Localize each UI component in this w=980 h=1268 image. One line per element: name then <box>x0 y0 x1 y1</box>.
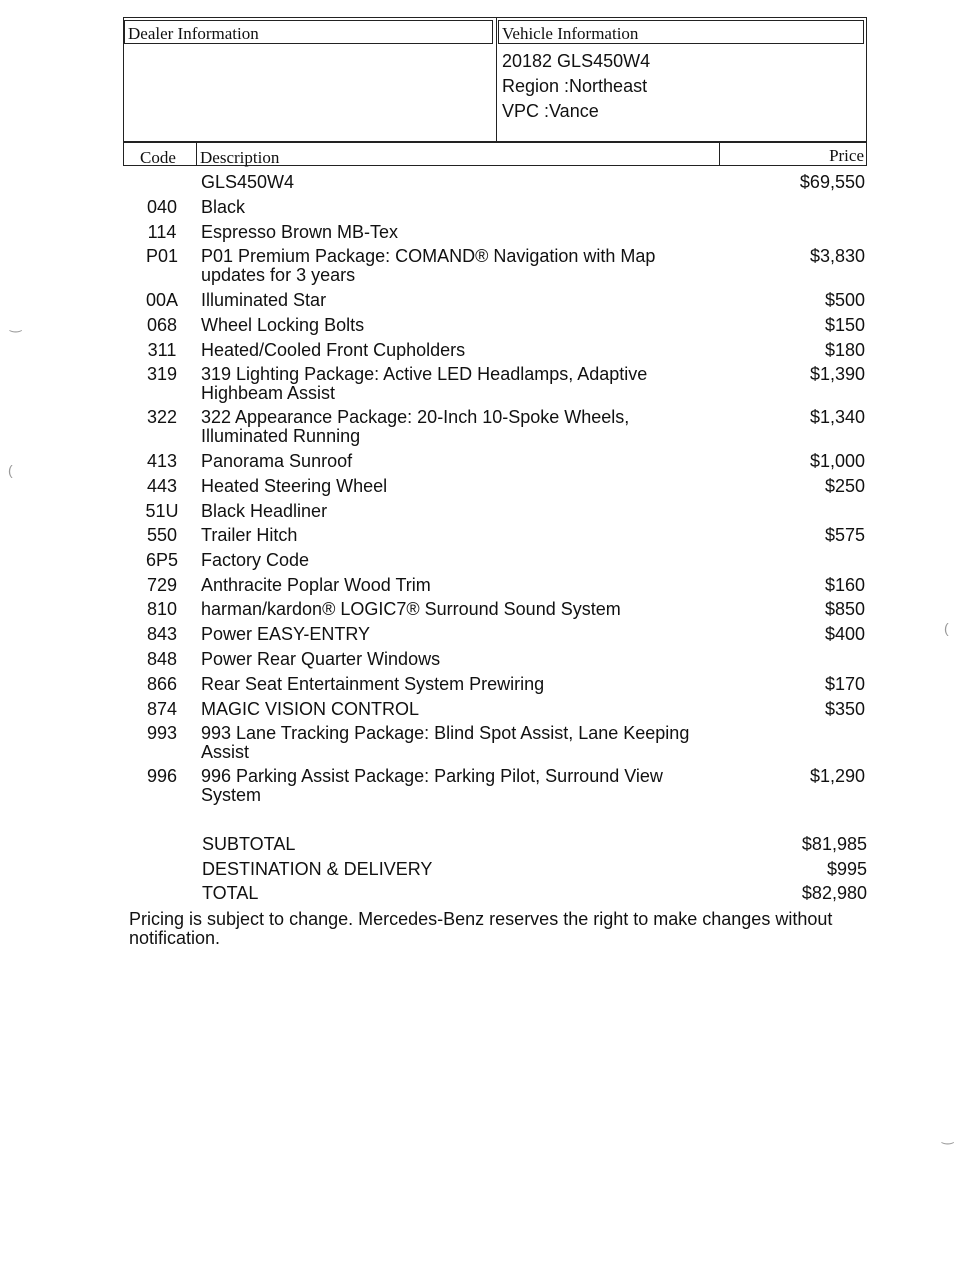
item-description: Panorama Sunroof <box>201 451 353 471</box>
destination-label: DESTINATION & DELIVERY <box>202 859 433 879</box>
item-description: Espresso Brown MB-Tex <box>201 222 399 242</box>
item-code: 6P5 <box>145 550 179 570</box>
pricing-disclaimer: Pricing is subject to change. Mercedes-Benz reserves the right to make changes without notification. <box>129 909 833 948</box>
item-price: $1,000 <box>809 451 865 471</box>
item-price: $400 <box>824 624 865 644</box>
item-code: 866 <box>146 674 178 694</box>
vehicle-model-line: 20182 GLS450W4 <box>502 51 651 71</box>
item-description: Power EASY-ENTRY <box>201 624 371 644</box>
item-price: $350 <box>824 699 865 719</box>
item-code: 550 <box>146 525 178 545</box>
vehicle-region-line: Region :Northeast <box>502 76 648 96</box>
item-description: Heated Steering Wheel <box>201 476 388 496</box>
item-description: Black <box>201 197 246 217</box>
item-description: harman/kardon® LOGIC7® Surround Sound System <box>201 599 621 619</box>
item-price: $180 <box>824 340 865 360</box>
item-price: $575 <box>824 525 865 545</box>
item-code: 319 <box>146 364 178 384</box>
subtotal-label: SUBTOTAL <box>202 834 296 854</box>
item-price: $250 <box>824 476 865 496</box>
item-code: 810 <box>146 599 178 619</box>
item-description: 996 Parking Assist Package: Parking Pilot, Surround View System <box>201 766 663 805</box>
item-description: Illuminated Star <box>201 290 327 310</box>
item-description: Heated/Cooled Front Cupholders <box>201 340 466 360</box>
header-divider <box>496 17 497 142</box>
subtotal-value: $81,985 <box>801 834 867 854</box>
item-description: Power Rear Quarter Windows <box>201 649 441 669</box>
vehicle-information-label: Vehicle Information <box>498 20 864 44</box>
item-price: $69,550 <box>799 172 865 192</box>
item-description: Wheel Locking Bolts <box>201 315 365 335</box>
scan-mark: ‿ <box>942 1128 954 1144</box>
column-separator <box>196 143 197 166</box>
item-code: 311 <box>147 340 177 360</box>
item-code: 993 <box>146 723 178 743</box>
item-code: 729 <box>146 575 178 595</box>
item-price: $1,390 <box>809 364 865 384</box>
column-header-description: Description <box>200 148 280 167</box>
dealer-information-label: Dealer Information <box>124 20 493 44</box>
item-description: 993 Lane Tracking Package: Blind Spot Assist, Lane Keeping Assist <box>201 723 690 762</box>
total-label: TOTAL <box>202 883 259 903</box>
item-code: 114 <box>147 222 177 242</box>
scan-mark: ‿ <box>10 316 22 332</box>
item-code: 874 <box>146 699 178 719</box>
item-code: 068 <box>146 315 178 335</box>
item-price: $850 <box>824 599 865 619</box>
item-description: Black Headliner <box>201 501 328 521</box>
item-description: Rear Seat Entertainment System Prewiring <box>201 674 545 694</box>
scan-mark: ( <box>944 620 949 636</box>
item-description: 322 Appearance Package: 20-Inch 10-Spoke Wheels, Illuminated Running <box>201 407 630 446</box>
item-price: $150 <box>824 315 865 335</box>
item-price: $1,290 <box>809 766 865 786</box>
item-code: 996 <box>146 766 178 786</box>
item-description: Factory Code <box>201 550 310 570</box>
item-price: $1,340 <box>809 407 865 427</box>
item-code: 848 <box>146 649 178 669</box>
item-description: Anthracite Poplar Wood Trim <box>201 575 431 595</box>
item-code: 00A <box>145 290 179 310</box>
item-code: 443 <box>146 476 178 496</box>
column-separator <box>719 143 720 166</box>
item-code: 322 <box>146 407 178 427</box>
item-price: $170 <box>824 674 865 694</box>
item-description: GLS450W4 <box>201 172 295 192</box>
item-code: 040 <box>146 197 178 217</box>
item-description: P01 Premium Package: COMAND® Navigation with Map updates for 3 years <box>201 246 656 285</box>
item-code: 413 <box>146 451 178 471</box>
item-code: 843 <box>146 624 178 644</box>
item-code: P01 <box>145 246 179 266</box>
column-header-price: Price <box>829 146 864 165</box>
scan-mark: ( <box>8 462 13 478</box>
item-price: $160 <box>824 575 865 595</box>
item-description: 319 Lighting Package: Active LED Headlamps, Adaptive Highbeam Assist <box>201 364 648 403</box>
item-price: $500 <box>824 290 865 310</box>
total-value: $82,980 <box>801 883 867 903</box>
item-description: Trailer Hitch <box>201 525 298 545</box>
item-price: $3,830 <box>809 246 865 266</box>
vehicle-vpc-line: VPC :Vance <box>502 101 599 121</box>
item-code: 51U <box>145 501 179 521</box>
item-description: MAGIC VISION CONTROL <box>201 699 420 719</box>
destination-value: $995 <box>826 859 867 879</box>
column-header-code: Code <box>140 148 176 167</box>
